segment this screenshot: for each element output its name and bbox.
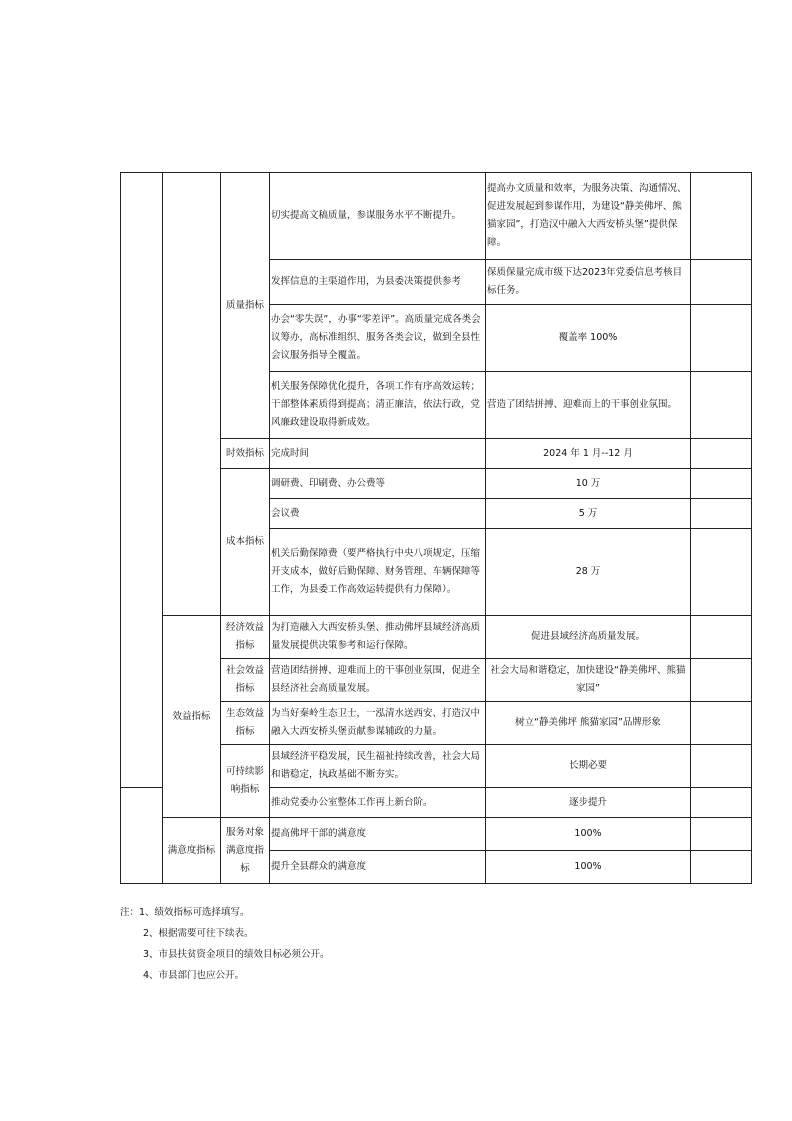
note-2: 2、根据需要可往下续表。 (143, 928, 254, 939)
value-cell: 逐步提升 (486, 788, 691, 818)
value-cell: 保质保量完成市级下达2023年党委信息考核目标任务。 (486, 260, 691, 305)
indicator-cell: 机关服务保障优化提升，各项工作有序高效运转；干部整体素质得到提高；清正廉洁，依法行政，党风廉政建设取得新成效。 (270, 372, 486, 439)
remark-cell (691, 305, 752, 372)
indicator-cell: 调研费、印刷费、办公费等 (270, 469, 486, 499)
value-cell: 28 万 (486, 529, 691, 616)
remark-cell (691, 173, 752, 260)
level2-ecological: 生态效益指标 (221, 702, 270, 745)
remark-cell (691, 745, 752, 788)
level1-benefit: 效益指标 (163, 616, 221, 818)
remark-cell (691, 260, 752, 305)
blank-col-a (121, 173, 163, 788)
remark-cell (691, 702, 752, 745)
value-cell: 100% (486, 851, 691, 884)
table-row (121, 173, 752, 260)
level2-social: 社会效益指标 (221, 659, 270, 702)
value-cell: 5 万 (486, 499, 691, 529)
level1-satisfaction: 满意度指标 (163, 818, 221, 884)
value-cell: 2024 年 1 月--12 月 (486, 439, 691, 469)
level2-sustainable: 可持续影响指标 (221, 745, 270, 818)
remark-cell (691, 529, 752, 616)
indicator-cell: 为打造融入大西安桥头堡、推动佛坪县域经济高质量发展提供决策参考和运行保障。 (270, 616, 486, 659)
indicator-cell: 推动党委办公室整体工作再上新台阶。 (270, 788, 486, 818)
remark-cell (691, 818, 752, 851)
remark-cell (691, 372, 752, 439)
indicator-cell: 提高佛坪干部的满意度 (270, 818, 486, 851)
level2-timeliness: 时效指标 (221, 439, 270, 469)
value-cell: 长期必要 (486, 745, 691, 788)
indicator-cell: 县域经济平稳发展，民生福祉持续改善，社会大局和谐稳定，执政基础不断夯实。 (270, 745, 486, 788)
indicator-cell: 为当好秦岭生态卫士，一泓清水送西安、打造汉中融入大西安桥头堡贡献参谋辅政的力量。 (270, 702, 486, 745)
value-cell: 覆盖率 100% (486, 305, 691, 372)
indicator-cell: 提升全县群众的满意度 (270, 851, 486, 884)
performance-table (120, 172, 752, 884)
level2-quality: 质量指标 (221, 173, 270, 439)
remark-cell (691, 851, 752, 884)
remark-cell (691, 469, 752, 499)
table-row (121, 616, 752, 659)
note-3: 3、市县扶贫资金项目的绩效目标必须公开。 (143, 949, 330, 960)
blank-col-b (163, 173, 221, 616)
value-cell: 100% (486, 818, 691, 851)
indicator-cell: 营造团结拼搏、迎难而上的干事创业氛围，促进全县经济社会高质量发展。 (270, 659, 486, 702)
remark-cell (691, 788, 752, 818)
level2-cost: 成本指标 (221, 469, 270, 616)
value-cell: 营造了团结拼搏、迎难而上的干事创业氛围。 (486, 372, 691, 439)
remark-cell (691, 616, 752, 659)
indicator-cell: 会议费 (270, 499, 486, 529)
remark-cell (691, 439, 752, 469)
level2-economic: 经济效益指标 (221, 616, 270, 659)
value-cell: 提高办文质量和效率，为服务决策、沟通情况、促进发展起到参谋作用，为建设“静美佛坪、熊猫家园”，打造汉中融入大西安桥头堡”提供保障。 (486, 173, 691, 260)
note-4: 4、市县部门也应公开。 (143, 970, 245, 981)
blank-col-a (121, 788, 163, 884)
value-cell: 树立“静美佛坪 熊猫家园”品牌形象 (486, 702, 691, 745)
notes (120, 902, 330, 986)
value-cell: 10 万 (486, 469, 691, 499)
remark-cell (691, 499, 752, 529)
table-row (121, 818, 752, 851)
value-cell: 促进县域经济高质量发展。 (486, 616, 691, 659)
value-cell: 社会大局和谐稳定，加快建设“静美佛坪、熊猫家园” (486, 659, 691, 702)
indicator-cell: 切实提高文稿质量，参谋服务水平不断提升。 (270, 173, 486, 260)
note-1: 注：1、绩效指标可选择填写。 (120, 907, 250, 918)
level2-service-satisfaction: 服务对象满意度指标 (221, 818, 270, 884)
indicator-cell: 发挥信息的主渠道作用，为县委决策提供参考 (270, 260, 486, 305)
indicator-cell: 完成时间 (270, 439, 486, 469)
remark-cell (691, 659, 752, 702)
indicator-cell: 机关后勤保障费（要严格执行中央八项规定，压缩开支成本，做好后勤保障、财务管理、车辆保障等工作，为县委工作高效运转提供有力保障）。 (270, 529, 486, 616)
indicator-cell: 办会“零失误”，办事“零差评”。高质量完成各类会议筹办，高标准组织、服务各类会议，做到全县性会议服务指导全覆盖。 (270, 305, 486, 372)
